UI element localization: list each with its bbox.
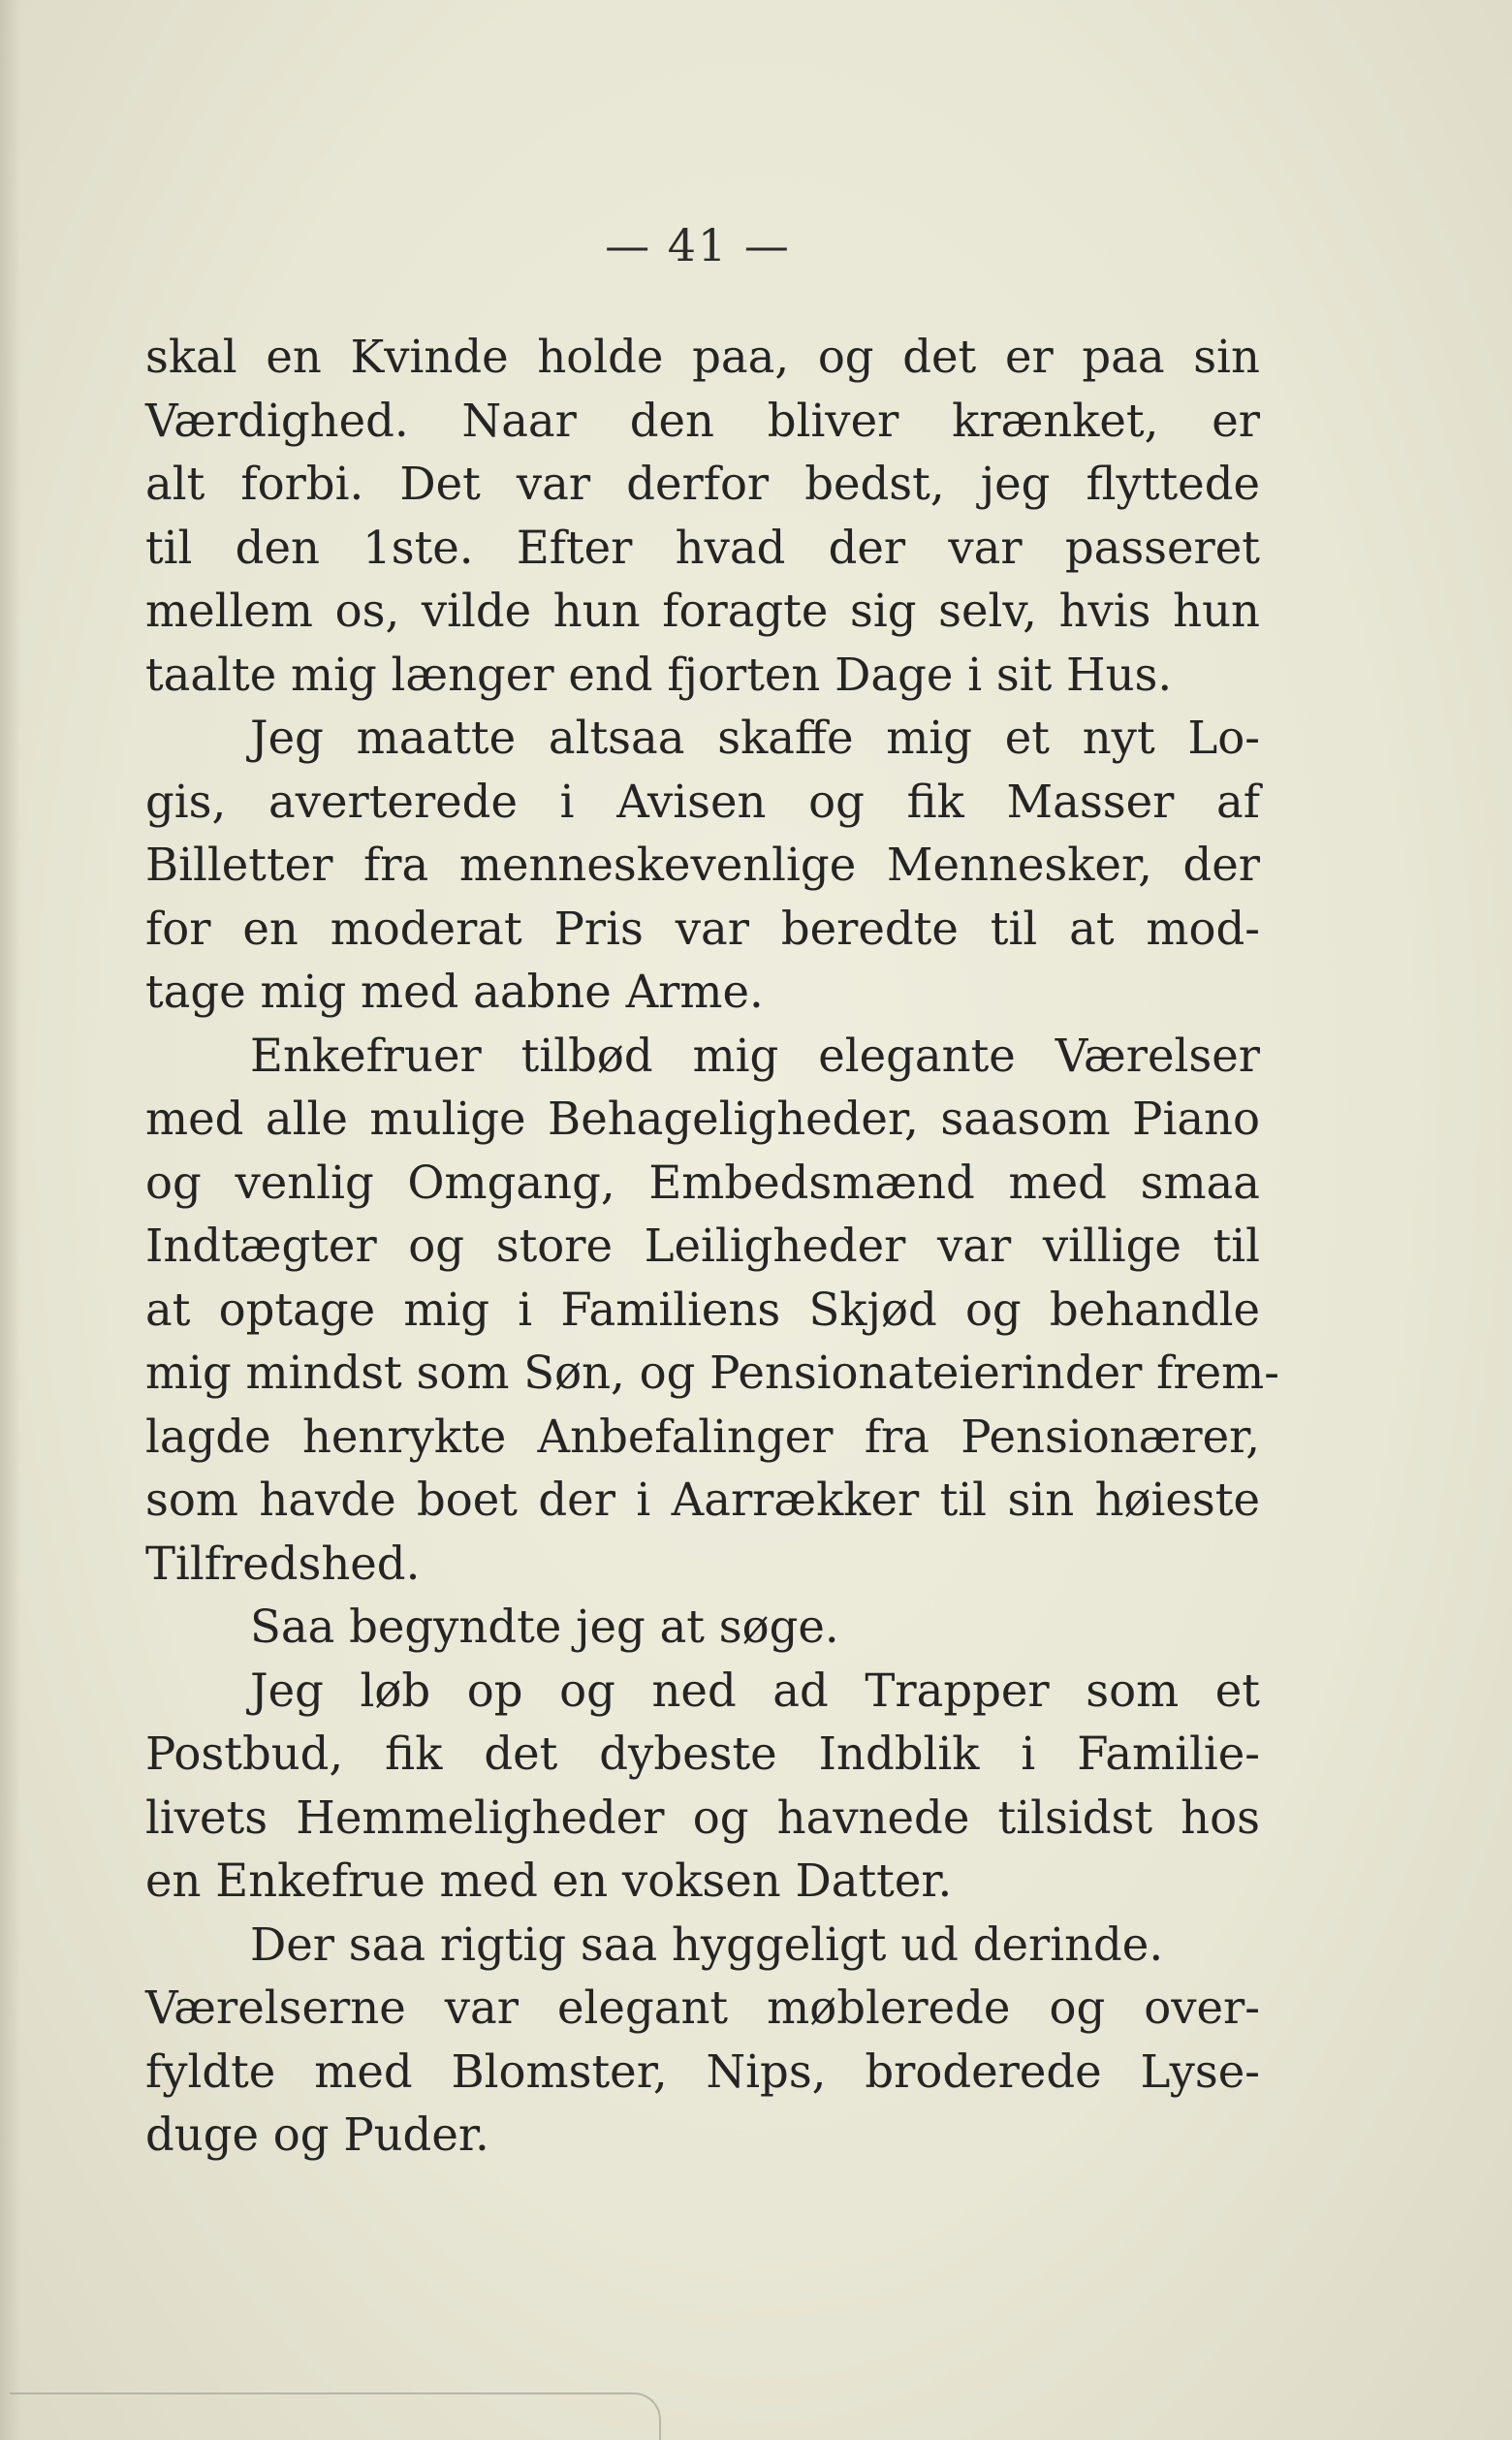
text-line: gis, averterede i Avisen og fik Masser af	[145, 775, 1260, 828]
page-edge-shadow	[0, 0, 21, 2440]
text-line: med alle mulige Behageligheder, saasom Piano	[145, 1093, 1260, 1145]
text-line: Værdighed. Naar den bliver krænket, er	[145, 394, 1260, 447]
text-line: tage mig med aabne Arme.	[145, 966, 764, 1018]
text-line: en Enkefrue med en voksen Datter.	[145, 1854, 953, 1907]
text-line: duge og Puder.	[145, 2108, 489, 2161]
text-line: Enkefruer tilbød mig elegante Værelser	[250, 1029, 1260, 1082]
text-line: Billetter fra menneskevenlige Mennesker, der	[145, 839, 1260, 891]
text-line: mellem os, vilde hun foragte sig selv, hvis hun	[145, 585, 1260, 637]
text-line: mig mindst som Søn, og Pensionateierinder frem-	[145, 1347, 1279, 1399]
page-number: — 41 —	[605, 219, 791, 271]
text-line: Saa begyndte jeg at søge.	[250, 1600, 839, 1653]
text-line: og venlig Omgang, Embedsmænd med smaa	[145, 1156, 1260, 1209]
text-line: for en moderat Pris var beredte til at mod-	[145, 902, 1260, 955]
text-line: lagde henrykte Anbefalinger fra Pensionærer,	[145, 1410, 1260, 1463]
text-line: Jeg maatte altsaa skaffe mig et nyt Lo-	[250, 712, 1260, 764]
text-line: Indtægter og store Leiligheder var villige til	[145, 1220, 1260, 1272]
text-line: som havde boet der i Aarrækker til sin høieste	[145, 1474, 1260, 1526]
text-line: Værelserne var elegant møblerede og over-	[145, 1981, 1260, 2034]
text-line: Postbud, fik det dybeste Indblik i Familie-	[145, 1727, 1260, 1780]
text-line: at optage mig i Familiens Skjød og behandle	[145, 1283, 1260, 1336]
text-line: fyldte med Blomster, Nips, broderede Lyse-	[145, 2044, 1260, 2098]
text-line: Tilfredshed.	[145, 1537, 421, 1590]
text-line: Jeg løb op og ned ad Trapper som et	[250, 1664, 1260, 1717]
text-line: alt forbi. Det var derfor bedst, jeg flyttede	[145, 458, 1260, 510]
text-line: Der saa rigtig saa hyggeligt ud derinde.	[250, 1917, 1164, 1971]
text-line: taalte mig længer end fjorten Dage i sit Hus.	[145, 648, 1173, 701]
text-line: livets Hemmeligheder og havnede tilsidst hos	[145, 1790, 1260, 1844]
text-line: til den 1ste. Efter hvad der var passeret	[145, 521, 1260, 574]
body-text	[145, 326, 1279, 2168]
text-line: skal en Kvinde holde paa, og det er paa sin	[145, 331, 1260, 383]
page-bottom-edge	[10, 2392, 661, 2440]
